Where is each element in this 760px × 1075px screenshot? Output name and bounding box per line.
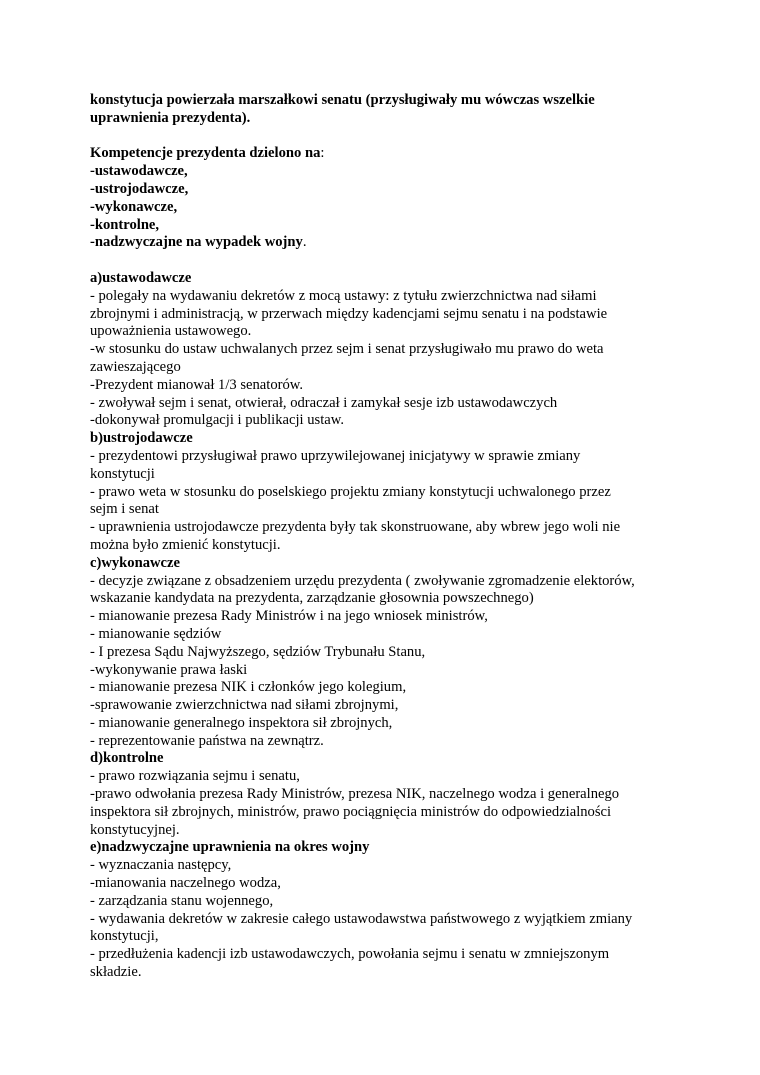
- section-line: - prawo rozwiązania sejmu i senatu,: [90, 768, 300, 785]
- section-line: upoważnienia ustawowego.: [90, 323, 252, 340]
- section-line: -Prezydent mianował 1/3 senatorów.: [90, 376, 304, 393]
- section-line: -sprawowanie zwierzchnictwa nad siłami zbrojnymi,: [90, 697, 399, 714]
- document-body: [90, 92, 680, 982]
- competence-item: -ustrojodawcze,: [90, 180, 189, 197]
- competence-item: -ustawodawcze,: [90, 163, 188, 180]
- competences-heading-text: Kompetencje prezydenta dzielono na: [90, 145, 321, 162]
- section-line: składzie.: [90, 964, 142, 981]
- section-line: - zwoływał sejm i senat, otwierał, odraczał i zamykał sesje izb ustawodawczych: [90, 394, 558, 411]
- spacer: [90, 128, 680, 146]
- section-title-nadzwyczajne: e)nadzwyczajne uprawnienia na okres wojny: [90, 839, 370, 856]
- section-line: - decyzje związane z obsadzeniem urzędu prezydenta ( zwoływanie zgromadzenie elektorów,: [90, 572, 635, 589]
- section-line: - wyznaczania następcy,: [90, 857, 232, 874]
- section-line: inspektora sił zbrojnych, ministrów, prawo pociągnięcia ministrów do odpowiedzialności: [90, 803, 612, 820]
- intro-line: uprawnienia prezydenta).: [90, 109, 251, 126]
- section-line: -mianowania naczelnego wodza,: [90, 875, 281, 892]
- competences-heading-colon: :: [320, 145, 325, 162]
- section-line: - mianowanie prezesa Rady Ministrów i na jego wniosek ministrów,: [90, 608, 488, 625]
- section-line: - polegały na wydawaniu dekretów z mocą ustawy: z tytułu zwierzchnictwa nad siłami: [90, 287, 597, 304]
- section-line: zbrojnymi i administracją, w przerwach między kadencjami sejmu senatu i na podstawie: [90, 305, 608, 322]
- intro-line: konstytucja powierzała marszałkowi senatu (przysługiwały mu wówczas wszelkie: [90, 92, 595, 108]
- competence-item-period: .: [302, 234, 307, 251]
- section-line: - mianowanie prezesa NIK i członków jego kolegium,: [90, 679, 407, 696]
- section-line: - mianowanie sędziów: [90, 625, 222, 642]
- section-line: konstytucji,: [90, 928, 159, 945]
- section-line: - uprawnienia ustrojodawcze prezydenta były tak skonstruowane, aby wbrew jego woli nie: [90, 519, 621, 536]
- section-title-ustawodawcze: a)ustawodawcze: [90, 269, 192, 286]
- section-title-ustrojodawcze: b)ustrojodawcze: [90, 430, 193, 447]
- section-line: konstytucji: [90, 465, 155, 482]
- section-line: - wydawania dekretów w zakresie całego ustawodawstwa państwowego z wyjątkiem zmiany: [90, 910, 633, 927]
- section-line: -dokonywał promulgacji i publikacji ustaw.: [90, 412, 344, 429]
- section-line: zawieszającego: [90, 358, 181, 375]
- section-line: -prawo odwołania prezesa Rady Ministrów, prezesa NIK, naczelnego wodza i generalnego: [90, 786, 620, 803]
- section-line: - reprezentowanie państwa na zewnątrz.: [90, 732, 324, 749]
- section-title-wykonawcze: c)wykonawcze: [90, 554, 180, 571]
- section-title-kontrolne: d)kontrolne: [90, 750, 164, 767]
- section-line: można było zmienić konstytucji.: [90, 536, 281, 553]
- section-line: - prawo weta w stosunku do poselskiego projektu zmiany konstytucji uchwalonego przez: [90, 483, 611, 500]
- competence-item-text: -nadzwyczajne na wypadek wojny: [90, 234, 303, 251]
- section-line: -wykonywanie prawa łaski: [90, 661, 248, 678]
- section-line: - zarządzania stanu wojennego,: [90, 892, 274, 909]
- section-line: konstytucyjnej.: [90, 821, 180, 838]
- competence-item: -kontrolne,: [90, 216, 160, 233]
- section-line: - I prezesa Sądu Najwyższego, sędziów Trybunału Stanu,: [90, 643, 426, 660]
- section-line: - prezydentowi przysługiwał prawo uprzywilejowanej inicjatywy w sprawie zmiany: [90, 447, 581, 464]
- spacer: [90, 252, 680, 270]
- competence-item: [90, 234, 680, 252]
- section-line: - przedłużenia kadencji izb ustawodawczych, powołania sejmu i senatu w zmniejszonym: [90, 946, 610, 963]
- section-line: -w stosunku do ustaw uchwalanych przez sejm i senat przysługiwało mu prawo do weta: [90, 341, 604, 358]
- section-line: - mianowanie generalnego inspektora sił zbrojnych,: [90, 714, 393, 731]
- section-line: sejm i senat: [90, 501, 159, 518]
- competences-heading: [90, 145, 680, 163]
- competence-item: -wykonawcze,: [90, 198, 178, 215]
- section-line: wskazanie kandydata na prezydenta, zarządzanie głosownia powszechnego): [90, 590, 534, 607]
